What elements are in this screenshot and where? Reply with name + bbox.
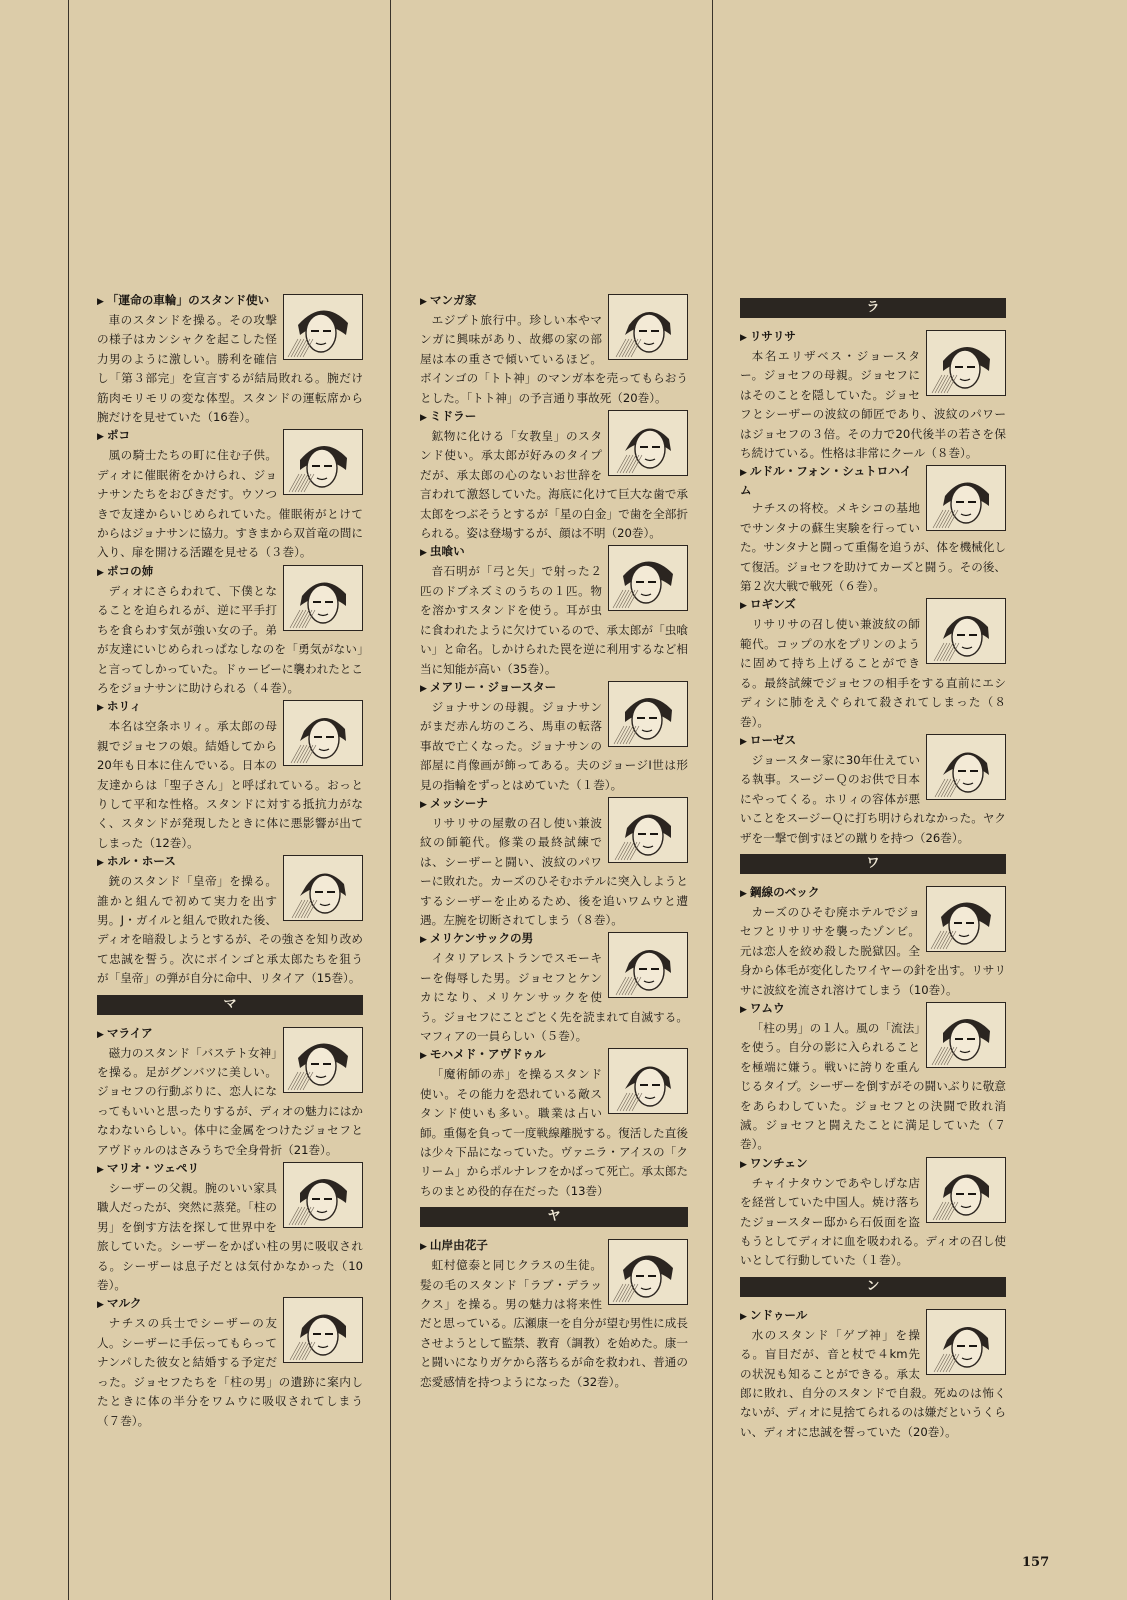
- character-name: 鋼線のベック: [749, 884, 820, 899]
- character-portrait: [608, 797, 688, 863]
- character-description: ナチスの兵士でシーザーの友人。シーザーに手伝ってもらってナンパした彼女と結婚する予定だった。ジョセフたちを「柱の男」の遺跡に案内したときに体の半分をワムウに吸収されてしまう（７巻）。: [97, 1316, 363, 1428]
- character-portrait: [283, 1027, 363, 1093]
- bullet-triangle-icon: ▶: [97, 858, 104, 869]
- character-description: エジプト旅行中。珍しい本やマンガに興味があり、故郷の家の部屋は本の重さで傾いているほど。ボインゴの「トト神」のマンガ本を売ってもらおうとした。「トト神」の予言通り事故死（20巻）。: [420, 313, 688, 405]
- bullet-triangle-icon: ▶: [740, 333, 747, 343]
- character-portrait: [283, 565, 363, 631]
- column-rule-1: [68, 0, 69, 1600]
- portrait-sketch: [927, 331, 1005, 395]
- character-name: ホリィ: [106, 699, 142, 714]
- portrait-sketch: [927, 887, 1005, 951]
- portrait-sketch: [284, 1163, 362, 1227]
- portrait-sketch: [284, 701, 362, 765]
- character-description: リサリサの屋敷の召し使い兼波紋の師範代。修業の最終試練では、シーザーと闘い、波紋のパワーに敗れた。カーズのひそむホテルに突入しようとするシーザーを止めるため、後を追いワムウと遭遇。左腕を切断されてしまう（８巻）。: [420, 815, 688, 927]
- bullet-triangle-icon: ▶: [740, 601, 747, 612]
- portrait-sketch: [609, 295, 687, 359]
- portrait-sketch: [609, 1049, 687, 1113]
- bullet-triangle-icon: ▶: [420, 1051, 427, 1062]
- character-description: ジョナサンの母親。ジョナサンがまだ赤ん坊のころ、馬車の転落事故で亡くなった。ジョナサンの部屋に肖像画が飾ってある。夫のジョージⅠ世は形見の指輪をずっとはめていた（１巻）。: [420, 699, 688, 792]
- bullet-triangle-icon: ▶: [97, 703, 104, 714]
- character-entry: [97, 292, 363, 427]
- character-entry: [97, 853, 363, 988]
- character-entry: [97, 1295, 363, 1430]
- character-description: ディオにさらわれて、下僕となることを迫られるが、逆に平手打ちを食らわす気が強い女の子。弟が友達にいじめられっぱなしなのを「勇気がない」と言ってしかっていた。ドゥービーに襲われたところをジョナサンに助けられる（４巻）。: [97, 583, 363, 695]
- character-portrait: [608, 932, 688, 998]
- column-right: [740, 292, 1006, 1442]
- character-name: 「運命の車輪」のスタンド使い: [106, 293, 270, 307]
- character-description: 水のスタンド「ゲブ神」を操る。盲目だが、音と杖で４km先の状況も知ることができる。承太郎に敗れ、自分のスタンドで自殺。死ぬのは怖くないが、ディオに見捨てられるのは嫌だというくらい、ディオに忠誠を誓っていた（20巻）。: [740, 1327, 1006, 1439]
- character-entry: [740, 596, 1006, 731]
- character-portrait: [926, 330, 1006, 396]
- character-entry: [740, 732, 1006, 848]
- character-description: リサリサの召し使い兼波紋の師範代。コップの水をプリンのように固めて持ち上げることができる。最終試練でジョセフの相手をする直前にエシディシに肺をえぐられて殺されてしまった（８巻）。: [740, 617, 1006, 729]
- portrait-sketch: [609, 798, 687, 862]
- character-portrait: [608, 545, 688, 611]
- character-entry: [97, 698, 363, 853]
- character-name: リサリサ: [749, 329, 796, 343]
- page-number: 157: [1022, 1555, 1050, 1570]
- character-name: ワムウ: [749, 1000, 785, 1015]
- column-middle: [420, 292, 688, 1392]
- bullet-triangle-icon: ▶: [740, 1159, 747, 1170]
- character-portrait: [926, 598, 1006, 664]
- character-entry: [97, 427, 363, 562]
- character-portrait: [926, 734, 1006, 800]
- character-name: ルドル・フォン・シュトロハイム: [740, 464, 912, 498]
- character-portrait: [283, 429, 363, 495]
- bullet-triangle-icon: ▶: [97, 432, 104, 443]
- character-entry: [740, 884, 1006, 1000]
- character-portrait: [926, 1002, 1006, 1068]
- character-description: カーズのひそむ廃ホテルでジョセフとリサリサを襲ったゾンビ。元は恋人を絞め殺した脱獄囚。全身から体毛が変化したワイヤーの針を出す。リサリサに波紋を流され溶けてしまう（10巻）。: [740, 904, 1006, 997]
- portrait-sketch: [284, 1028, 362, 1092]
- character-entry: [740, 1155, 1006, 1271]
- character-entry: [420, 930, 688, 1046]
- bullet-triangle-icon: ▶: [420, 799, 427, 810]
- character-portrait: [926, 886, 1006, 952]
- character-description: チャイナタウンであやしげな店を経営していた中国人。焼け落ちたジョースター邸から石仮面を盗もうとしてディオに血を吸われる。ディオの召し使いとして行動していた（１巻）。: [740, 1175, 1006, 1268]
- portrait-sketch: [609, 411, 687, 475]
- character-name: ワンチェン: [749, 1155, 808, 1170]
- character-portrait: [926, 1309, 1006, 1375]
- bullet-triangle-icon: ▶: [97, 1029, 104, 1040]
- character-portrait: [283, 294, 363, 360]
- character-name: メアリー・ジョースター: [429, 679, 557, 694]
- bullet-triangle-icon: ▶: [97, 297, 104, 307]
- column-left: [97, 292, 363, 1431]
- character-description: シーザーの父親。腕のいい家具職人だったが、突然に蒸発。「柱の男」を倒す方法を探して世界中を旅していた。シーザーをかばい柱の男に吸収される。シーザーは息子だとは気付かなかった（10巻）。: [97, 1181, 363, 1293]
- character-name: メッシーナ: [429, 795, 488, 810]
- portrait-sketch: [927, 599, 1005, 663]
- character-portrait: [283, 700, 363, 766]
- character-name: ローゼス: [749, 732, 797, 747]
- character-name: ポコ: [106, 428, 131, 443]
- bullet-triangle-icon: ▶: [740, 888, 747, 899]
- character-description: 「魔術師の赤」を操るスタンド使い。その能力を恐れている敵スタンド使いも多い。職業は占い師。重傷を負って一度戦線離脱する。復活した直後は少々下品になっていた。ヴァニラ・アイスの「クリーム」からポルナレフをかばって死亡。承太郎たちのまとめ役的存在だった（13巻）: [420, 1067, 688, 1198]
- character-entry: [420, 408, 688, 543]
- kana-section-bar: ワ: [740, 854, 1006, 874]
- character-entry: [420, 1237, 688, 1392]
- character-portrait: [283, 1297, 363, 1363]
- character-description: ナチスの将校。メキシコの基地でサンタナの蘇生実験を行っていた。サンタナと闘って重傷を追うが、体を機械化して復活。ジョセフを助けてカーズと闘う。その後、第２次大戦で戦死（６巻）。: [740, 501, 1006, 594]
- bullet-triangle-icon: ▶: [420, 683, 427, 694]
- character-description: 音石明が「弓と矢」で射った２匹のドブネズミのうちの１匹。物を溶かすスタンドを使う。耳が虫に食われたように欠けているので、承太郎が「虫喰い」と命名。しかけられた罠を逆に利用するなど相当に知能が高い（35巻）。: [420, 564, 688, 676]
- character-name: マリオ・ツェペリ: [106, 1161, 200, 1176]
- character-name: 山岸由花子: [429, 1238, 488, 1253]
- character-portrait: [283, 855, 363, 921]
- bullet-triangle-icon: ▶: [740, 468, 747, 479]
- character-description: 車のスタンドを操る。その攻撃の様子はカンシャクを起こした怪力男のように激しい。勝利を確信し「第３部完」を宣言するが結局敗れる。腕だけ筋肉モリモリの変な体型。スタンドの運転席から腕だけを見せていた（16巻）。: [97, 313, 363, 425]
- portrait-sketch: [927, 1310, 1005, 1374]
- character-portrait: [608, 410, 688, 476]
- character-description: 鉱物に化ける「女教皇」のスタンド使い。承太郎が好みのタイプだが、承太郎の心のないお世辞を言われて激怒していた。海底に化けて巨大な歯で承太郎をつぶそうとするが「星の白金」で歯を全部折られる。姿は登場するが、顔は不明（20巻）。: [420, 429, 688, 541]
- portrait-sketch: [284, 430, 362, 494]
- character-entry: [97, 563, 363, 698]
- character-entry: [740, 328, 1006, 463]
- portrait-sketch: [927, 1158, 1005, 1222]
- portrait-sketch: [927, 466, 1005, 530]
- character-description: 虹村億泰と同じクラスの生徒。髪の毛のスタンド「ラブ・デラックス」を操る。男の魅力は将来性だと思っている。広瀬康一を自分が望む男性に成長させようとして監禁、教育（調教）を始めた。康一と闘いになりガケから落ちるが命を救われ、普通の恋愛感情を持つようになった（32巻）。: [420, 1258, 688, 1389]
- character-entry: [420, 795, 688, 930]
- bullet-triangle-icon: ▶: [97, 567, 104, 578]
- portrait-sketch: [284, 566, 362, 630]
- bullet-triangle-icon: ▶: [420, 935, 427, 946]
- portrait-sketch: [927, 735, 1005, 799]
- character-name: ホル・ホース: [106, 854, 176, 869]
- portrait-sketch: [609, 546, 687, 610]
- character-entry: [740, 463, 1006, 596]
- bullet-triangle-icon: ▶: [740, 736, 747, 747]
- character-description: 風の騎士たちの町に住む子供。ディオに催眠術をかけられ、ジョナサンたちをおびきだす。ウソつきで友達からいじめられていた。催眠術がとけてからはジョナサンに協力。すきまから双首竜の間に入り、扉を開ける活躍を見せる（３巻）。: [97, 448, 363, 560]
- character-description: イタリアレストランでスモーキーを侮辱した男。ジョセフとケンカになり、メリケンサックを使う。ジョセフにことごとく先を読まれて自滅する。マフィアの一員らしい（５巻）。: [420, 951, 688, 1043]
- character-name: 虫喰い: [429, 544, 465, 559]
- portrait-sketch: [284, 856, 362, 920]
- character-entry: [97, 1025, 363, 1160]
- character-description: 磁力のスタンド「バステト女神」を操る。足がグンバツに美しい。ジョセフの行動ぶりに、恋人になってもいいと思ったりするが、ディオの魅力にはかなわないらしい。体中に金属をつけたジョセフとアヴドゥルのはさみうちで全身骨折（21巻）。: [97, 1045, 363, 1157]
- character-entry: [740, 1000, 1006, 1155]
- column-rule-3: [712, 0, 713, 1600]
- kana-section-bar: ラ: [740, 298, 1006, 318]
- character-entry: [740, 1307, 1006, 1442]
- character-name: マルク: [106, 1296, 142, 1311]
- character-entry: [420, 292, 688, 408]
- character-entry: [97, 1160, 363, 1295]
- character-description: 銃のスタンド「皇帝」を操る。誰かと組んで初めて実力を出す男。J・ガイルと組んで敗れた後、ディオを暗殺しようとするが、その強さを知り改めて忠誠を誓う。次にボインゴと承太郎たちを狙うが「皇帝」の弾が自分に命中、リタイア（15巻）。: [97, 874, 363, 986]
- portrait-sketch: [609, 682, 687, 746]
- character-portrait: [926, 1157, 1006, 1223]
- portrait-sketch: [284, 295, 362, 359]
- character-portrait: [926, 465, 1006, 531]
- character-name: メリケンサックの男: [429, 931, 534, 946]
- bullet-triangle-icon: ▶: [420, 548, 427, 559]
- character-name: ロギンズ: [749, 597, 796, 612]
- portrait-sketch: [609, 1240, 687, 1304]
- portrait-sketch: [927, 1003, 1005, 1067]
- character-name: ミドラー: [429, 409, 477, 424]
- bullet-triangle-icon: ▶: [420, 413, 427, 424]
- character-entry: [420, 679, 688, 795]
- column-rule-2: [390, 0, 391, 1600]
- portrait-sketch: [609, 933, 687, 997]
- portrait-sketch: [284, 1298, 362, 1362]
- character-portrait: [608, 294, 688, 360]
- character-entry: [420, 1046, 688, 1201]
- character-portrait: [608, 1239, 688, 1305]
- bullet-triangle-icon: ▶: [97, 1300, 104, 1311]
- bullet-triangle-icon: ▶: [97, 1165, 104, 1176]
- bullet-triangle-icon: ▶: [740, 1311, 747, 1322]
- kana-section-bar: ヤ: [420, 1207, 688, 1227]
- character-description: 本名は空条ホリィ。承太郎の母親でジョセフの娘。結婚してから20年も日本に住んでいる。日本の友達からは「聖子さん」と呼ばれている。おっとりして平和な性格。スタンドに対する抵抗力がなく、スタンドが発現したときに体に悪影響が出てしまった（12巻）。: [97, 719, 363, 850]
- bullet-triangle-icon: ▶: [420, 1242, 427, 1253]
- character-name: ンドゥール: [749, 1307, 808, 1322]
- character-name: ポコの姉: [106, 563, 154, 578]
- kana-section-bar: ン: [740, 1277, 1006, 1297]
- character-portrait: [608, 681, 688, 747]
- character-description: 「柱の男」の１人。風の「流法」を使う。自分の影に入られることを極端に嫌う。戦いに誇りを重んじるタイプ。シーザーを倒すがその闘いぶりに敬意をあらわしていた。ジョセフとの決闘で敗れ消滅。ジョセフと闘えたことに満足していた（７巻）。: [740, 1020, 1006, 1152]
- character-description: 本名エリザベス・ジョースター。ジョセフの母親。ジョセフにはそのことを隠していた。ジョセフとシーザーの波紋の師匠であり、波紋のパワーはジョセフの３倍。その力で20代後半の若さを保ち続けている。性格は非常にクール（８巻）。: [740, 349, 1006, 461]
- character-portrait: [608, 1048, 688, 1114]
- kana-section-bar: マ: [97, 995, 363, 1015]
- bullet-triangle-icon: ▶: [740, 1004, 747, 1015]
- character-entry: [420, 543, 688, 678]
- character-name: マライア: [106, 1025, 153, 1040]
- character-name: モハメド・アヴドゥル: [429, 1047, 546, 1062]
- character-portrait: [283, 1162, 363, 1228]
- character-name: マンガ家: [429, 293, 477, 307]
- character-description: ジョースター家に30年仕えている執事。スージーＱのお供で日本にやってくる。ホリィの容体が悪いことをスージーＱに打ち明けられなかった。ヤクザを一撃で倒すほどの蹴りを持つ（26巻）。: [740, 752, 1006, 845]
- bullet-triangle-icon: ▶: [420, 297, 427, 307]
